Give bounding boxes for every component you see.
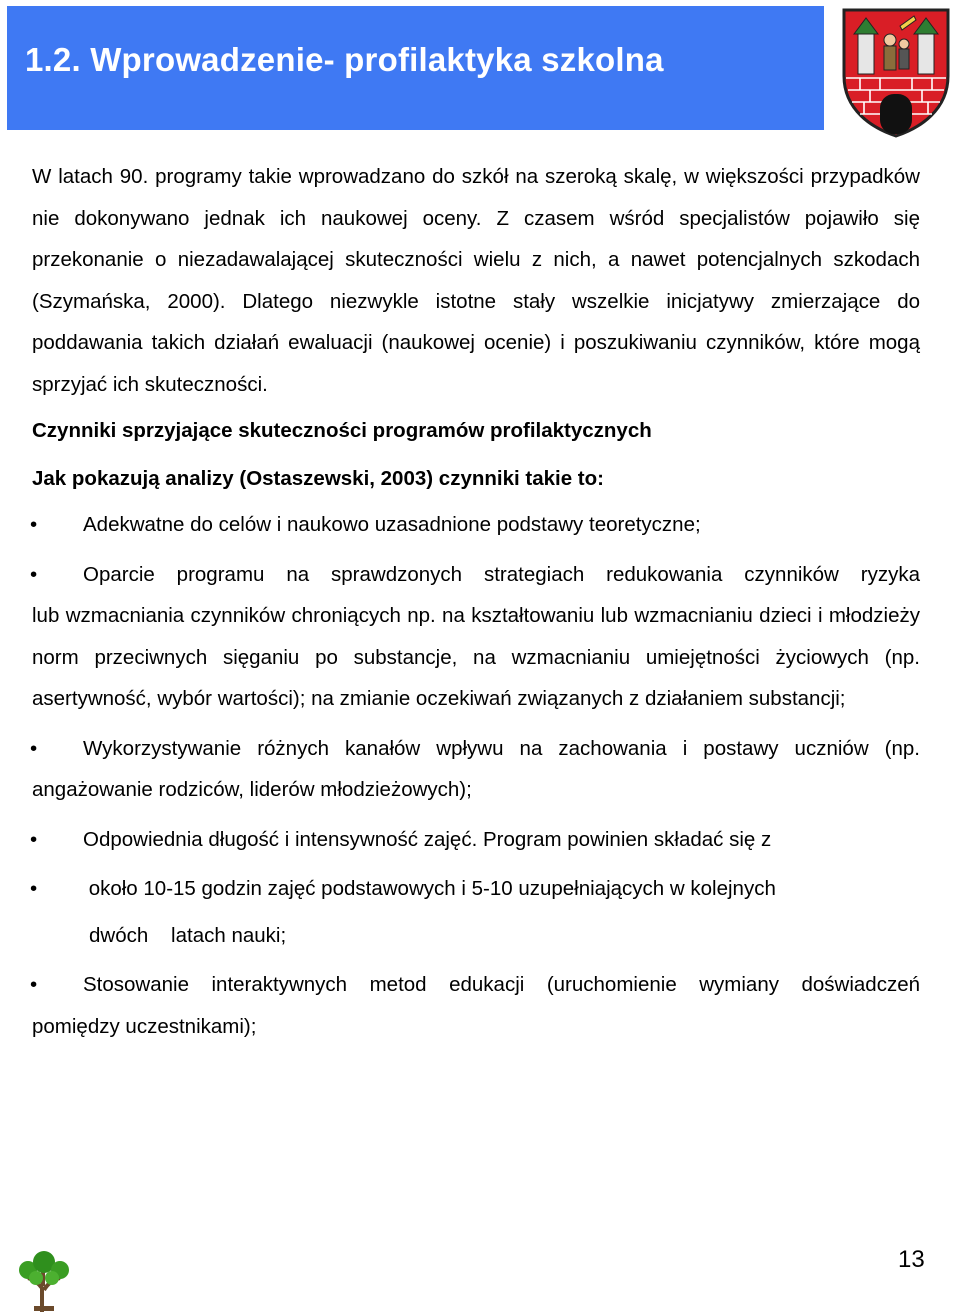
list-item-continuation: pomiędzy uczestnikami); xyxy=(32,1014,257,1038)
list-item: • około 10-15 godzin zajęć podstawowych i 5-10 uzupełniających w kolejnych xyxy=(32,868,920,910)
list-item: • Adekwatne do celów i naukowo uzasadnione podstawy teoretyczne; xyxy=(32,504,920,546)
bullet-icon: • xyxy=(30,973,38,996)
bullet-icon: • xyxy=(30,562,38,586)
list-item: • Stosowanie interaktywnych metod edukacji (uruchomienie wymiany doświadczeń pomiędzy uczestnikami); xyxy=(32,964,920,1047)
tree-logo-icon xyxy=(18,1250,70,1312)
list-item: • Odpowiednia długość i intensywność zajęć. Program powinien składać się z xyxy=(32,819,920,861)
intro-paragraph: W latach 90. programy takie wprowadzano do szkół na szeroką skalę, w większości przypadków nie dokonywano jednak ich naukowej oceny. Z czasem wśród specjalistów pojawiło się przekonanie o niezadawalającej skuteczności wielu z nich, a nawet potencjalnych szkodach (Szymańska, 2000). Dlatego niezwykle istotne stały wszelkie inicjatywy zmierzające do poddawania takich działań ewaluacji (naukowej ocenie) i poszukiwaniu czynników, które mogą sprzyjać ich skuteczności. xyxy=(32,165,920,396)
bullet-icon: • xyxy=(30,827,38,851)
section-heading: Czynniki sprzyjające skuteczności programów profilaktycznych xyxy=(32,419,652,442)
bullet-icon: • xyxy=(30,513,38,536)
list-item: • Oparcie programu na sprawdzonych strategiach redukowania czynników ryzyka lub wzmacniania czynników chroniących np. na kształtowaniu lub wzmacnianiu dzieci i młodzieży norm przeciwnych sięganiu po substancje, na wzmacnianiu umiejętności życiowych (np. asertywność, wybór wartości); na zmianie oczekiwań związanych z działaniem substancji; xyxy=(32,554,920,720)
list-item: • Wykorzystywanie różnych kanałów wpływu na zachowania i postawy uczniów (np. angażowanie rodziców, liderów młodzieżowych); xyxy=(32,728,920,811)
page-number: 13 xyxy=(898,1246,925,1273)
list-item-continuation: lub wzmacniania czynników chroniących np. na kształtowaniu lub wzmacnianiu dzieci i młodzieży norm przeciwnych sięganiu po substancje, na wzmacnianiu umiejętności życiowych (np. asertywność, wybór wartości); na zmianie oczekiwań związanych z działaniem substancji; xyxy=(32,604,920,710)
document-body xyxy=(32,156,920,1047)
title-banner xyxy=(7,6,824,130)
section-subheading: Jak pokazują analizy (Ostaszewski, 2003) czynniki takie to: xyxy=(32,467,604,490)
page-title: 1.2. Wprowadzenie- profilaktyka szkolna xyxy=(25,41,664,78)
list-item-continuation: dwóch latach nauki; xyxy=(89,923,287,947)
bullet-icon: • xyxy=(30,736,38,760)
city-coat-of-arms-icon xyxy=(840,6,952,138)
list-item-continuation: angażowanie rodziców, liderów młodzieżowych); xyxy=(32,778,472,801)
bullet-icon: • xyxy=(30,877,38,900)
